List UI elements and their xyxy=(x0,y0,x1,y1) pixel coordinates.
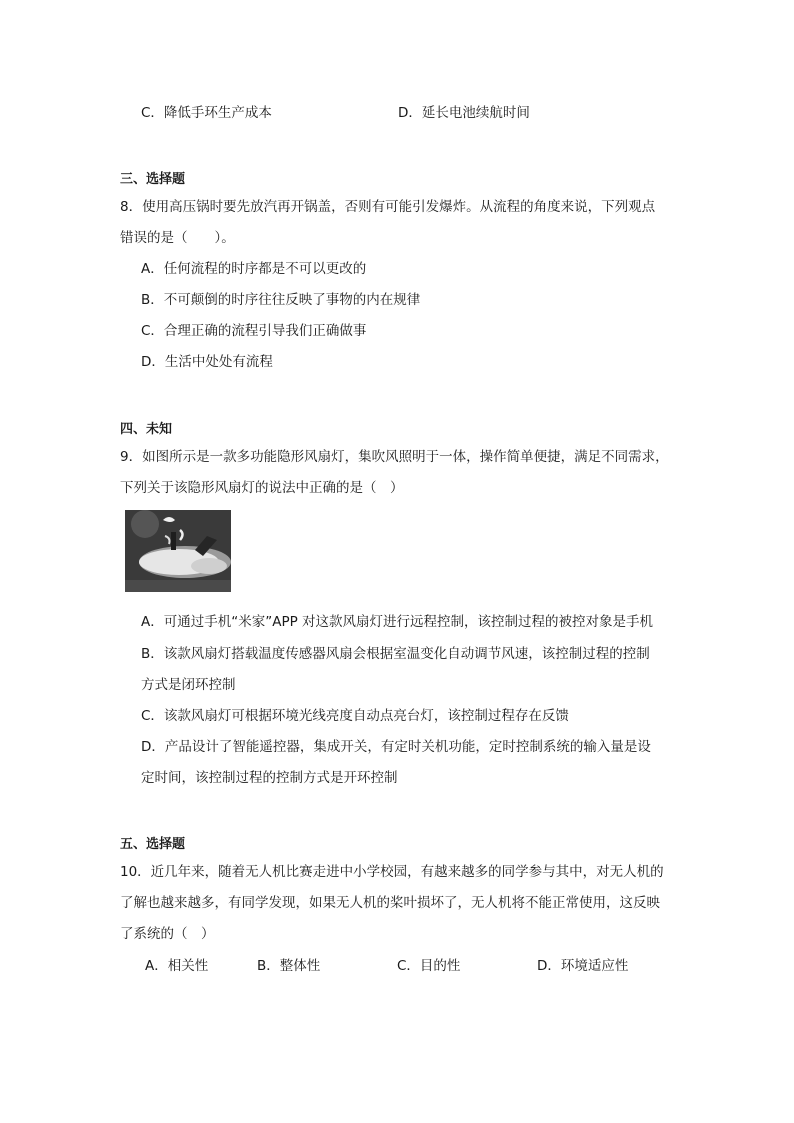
q9-text-line1: 9．如图所示是一款多功能隐形风扇灯，集吹风照明于一体，操作简单便捷，满足不同需求， xyxy=(120,449,669,465)
q8-text-line2: 错误的是（ ）。 xyxy=(120,230,235,246)
q10-text-line1: 10．近几年来，随着无人机比赛走进中小学校园，有越来越多的同学参与其中，对无人机的 xyxy=(120,864,664,880)
q9-text-line2: 下列关于该隐形风扇灯的说法中正确的是（ ） xyxy=(120,480,404,496)
q8-text-line1: 8．使用高压锅时要先放汽再开锅盖，否则有可能引发爆炸。从流程的角度来说，下列观点 xyxy=(120,199,656,215)
fan-lamp-photo xyxy=(125,510,231,592)
q8-option-c: C．合理正确的流程引导我们正确做事 xyxy=(141,323,367,339)
q8-option-a: A．任何流程的时序都是不可以更改的 xyxy=(141,261,367,277)
fan-lamp-illustration xyxy=(125,510,231,592)
q10-option-c: C．目的性 xyxy=(397,958,461,974)
q9-option-b-line2: 方式是闭环控制 xyxy=(141,677,236,693)
q10-option-d: D．环境适应性 xyxy=(537,958,629,974)
q10-option-a: A．相关性 xyxy=(145,958,209,974)
section3-title: 三、选择题 xyxy=(120,172,186,187)
section5-title: 五、选择题 xyxy=(120,837,186,852)
q8-option-b: B．不可颠倒的时序往往反映了事物的内在规律 xyxy=(141,292,421,308)
q10-option-b: B．整体性 xyxy=(257,958,321,974)
q9-option-d-line1: D．产品设计了智能遥控器，集成开关，有定时关机功能，定时控制系统的输入量是设 xyxy=(141,739,651,755)
q7-option-d: D．延长电池续航时间 xyxy=(398,105,530,121)
section4-title: 四、未知 xyxy=(120,422,173,437)
q7-option-c: C．降低手环生产成本 xyxy=(141,105,272,121)
q10-text-line3: 了系统的（ ） xyxy=(120,926,215,942)
q8-option-d: D．生活中处处有流程 xyxy=(141,354,273,370)
q10-text-line2: 了解也越来越多，有同学发现，如果无人机的桨叶损坏了，无人机将不能正常使用，这反映 xyxy=(120,895,660,911)
q9-option-d-line2: 定时间，该控制过程的控制方式是开环控制 xyxy=(141,770,398,786)
q9-option-a: A．可通过手机“米家”APP 对这款风扇灯进行远程控制，该控制过程的被控对象是手机 xyxy=(141,614,654,630)
q9-option-c: C．该款风扇灯可根据环境光线亮度自动点亮台灯，该控制过程存在反馈 xyxy=(141,708,569,724)
q9-option-b-line1: B．该款风扇灯搭载温度传感器风扇会根据室温变化自动调节风速，该控制过程的控制 xyxy=(141,646,650,662)
